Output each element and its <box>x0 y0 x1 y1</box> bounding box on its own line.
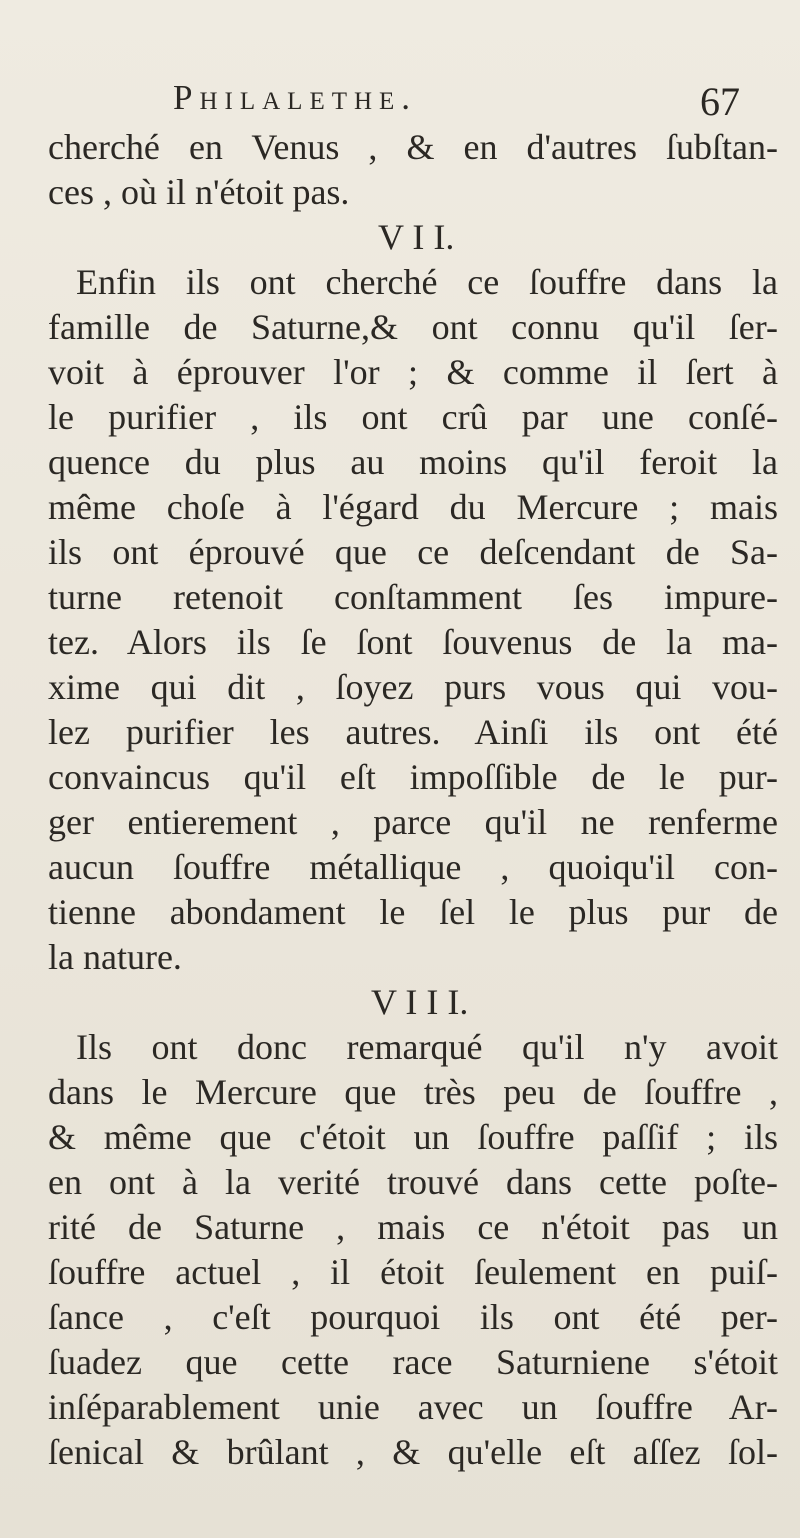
text-line: ſuadez que cette race Saturniene s'étoit <box>48 1342 778 1382</box>
text-line: ſouffre actuel , il étoit ſeulement en puiſ- <box>48 1252 778 1292</box>
section-heading: V I I I. <box>371 982 469 1022</box>
running-head: Philalethe. <box>173 78 418 117</box>
text-line: Enfin ils ont cherché ce ſouffre dans la <box>76 262 778 302</box>
text-line: aucun ſouffre métallique , quoiqu'il con- <box>48 847 778 887</box>
text-line: lez purifier les autres. Ainſi ils ont été <box>48 712 778 752</box>
text-line: en ont à la verité trouvé dans cette poſte- <box>48 1162 778 1202</box>
section-heading: V I I. <box>378 217 455 257</box>
text-line: ils ont éprouvé que ce deſcendant de Sa- <box>48 532 778 572</box>
text-line: cherché en Venus , & en d'autres ſubſtan- <box>48 127 778 167</box>
text-line: xime qui dit , ſoyez purs vous qui vou- <box>48 667 778 707</box>
text-line: Ils ont donc remarqué qu'il n'y avoit <box>76 1027 778 1067</box>
text-line: voit à éprouver l'or ; & comme il ſert à <box>48 352 778 392</box>
text-line: même choſe à l'égard du Mercure ; mais <box>48 487 778 527</box>
text-line: ger entierement , parce qu'il ne renferme <box>48 802 778 842</box>
body-text <box>48 125 778 1475</box>
text-line: dans le Mercure que très peu de ſouffre , <box>48 1072 778 1112</box>
page-number: 67 <box>700 79 740 124</box>
text-line: ſance , c'eſt pourquoi ils ont été per- <box>48 1297 778 1337</box>
text-line: ces , où il n'étoit pas. <box>48 172 350 212</box>
text-line: convaincus qu'il eſt impoſſible de le pur- <box>48 757 778 797</box>
text-line: & même que c'étoit un ſouffre paſſif ; ils <box>48 1117 778 1157</box>
text-line: inſéparablement unie avec un ſouffre Ar- <box>48 1387 778 1427</box>
text-line: le purifier , ils ont crû par une conſé- <box>48 397 778 437</box>
text-line: la nature. <box>48 937 182 977</box>
text-line: famille de Saturne,& ont connu qu'il ſer- <box>48 307 778 347</box>
text-line: tez. Alors ils ſe ſont ſouvenus de la ma- <box>48 622 778 662</box>
text-line: rité de Saturne , mais ce n'étoit pas un <box>48 1207 778 1247</box>
text-line: quence du plus au moins qu'il feroit la <box>48 442 778 482</box>
text-line: turne retenoit conſtamment ſes impure- <box>48 577 778 617</box>
text-line: tienne abondament le ſel le plus pur de <box>48 892 778 932</box>
text-line: ſenical & brûlant , & qu'elle eſt aſſez ſol- <box>48 1432 778 1472</box>
